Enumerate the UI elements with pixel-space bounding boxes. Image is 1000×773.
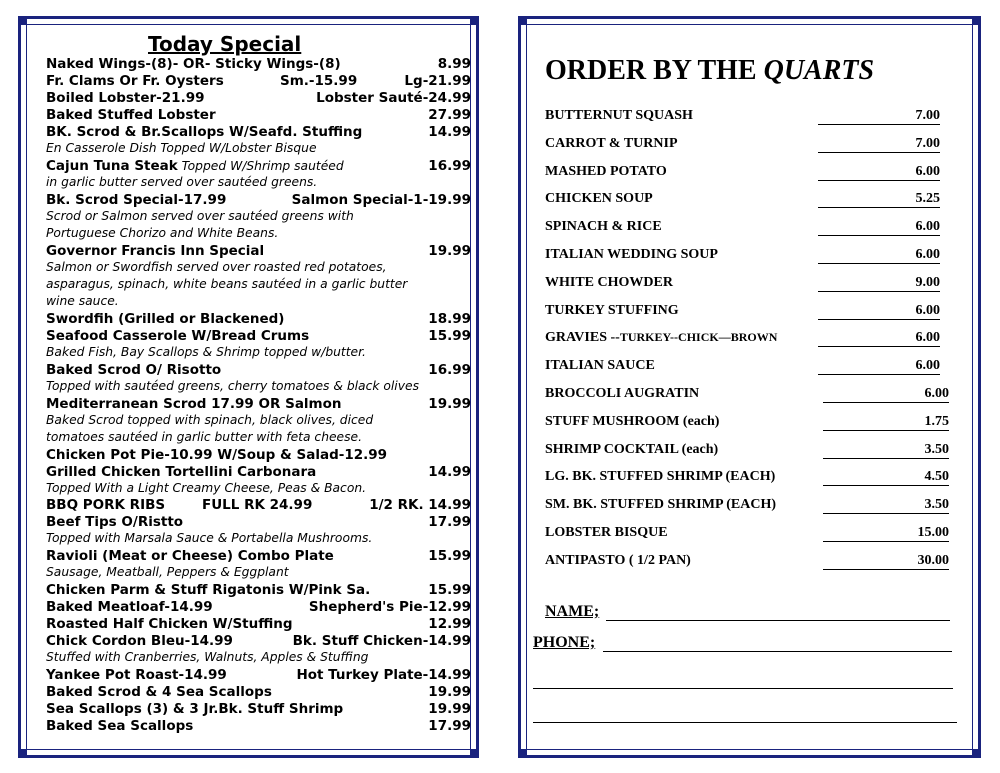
description-text: Baked Fish, Bay Scallops & Shrimp topped w/butter.	[46, 344, 366, 359]
description-text: Scrod or Salmon served over sautéed greens with	[46, 208, 354, 223]
order-item-name: SM. BK. STUFFED SHRIMP (EACH)	[545, 497, 777, 513]
menu-item-name: Chicken Parm & Stuff Rigatonis W/Pink Sa.	[46, 582, 371, 599]
menu-item	[46, 701, 471, 717]
description-text: En Casserole Dish Topped W/Lobster Bisque	[46, 140, 317, 155]
order-item-name: LOBSTER BISQUE	[545, 525, 668, 540]
order-item-price: 3.50	[823, 497, 949, 514]
menu-item-price: Lobster Sauté-24.99	[316, 89, 471, 106]
menu-item-name: Baked Stuffed Lobster	[46, 106, 216, 123]
order-item-price: 1.75	[823, 414, 949, 431]
menu-item-description	[46, 226, 471, 242]
order-item	[545, 525, 955, 543]
order-item-price: 4.50	[823, 469, 949, 486]
order-item-name: SHRIMP COCKTAIL (each)	[545, 441, 719, 457]
menu-item-name: Roasted Half Chicken W/Stuffing	[46, 616, 293, 633]
order-item-name: MASHED POTATO	[545, 163, 667, 179]
corner-ornament	[518, 16, 527, 25]
menu-item	[46, 107, 471, 123]
order-item-name: LG. BK. STUFFED SHRIMP (EACH)	[545, 469, 776, 485]
menu-item-description	[46, 481, 471, 497]
order-item-price: 6.00	[818, 358, 940, 375]
blank-line[interactable]	[533, 688, 953, 689]
order-item-price: 6.00	[818, 330, 940, 347]
order-item	[545, 191, 955, 209]
menu-item-price: 17.99	[428, 514, 471, 531]
menu-item	[46, 667, 471, 683]
menu-item-name: Cajun Tuna Steak Topped W/Shrimp sautéed	[46, 157, 344, 174]
menu-item	[46, 73, 471, 89]
menu-item-price: 15.99	[428, 582, 471, 599]
corner-ornament	[18, 749, 27, 758]
menu-item-name: Baked Meatloaf-14.99	[46, 599, 213, 616]
menu-item-price: Hot Turkey Plate-14.99	[296, 667, 471, 684]
order-item-name: BROCCOLI AUGRATIN	[545, 386, 700, 401]
order-item	[545, 330, 955, 348]
corner-ornament	[470, 749, 479, 758]
menu-item	[46, 56, 471, 72]
menu-item-description	[46, 209, 471, 225]
order-item-name: STUFF MUSHROOM (each)	[545, 413, 720, 429]
description-text: Baked Scrod topped with spinach, black olives, diced	[46, 412, 374, 427]
menu-item-name: Sea Scallops (3) & 3 Jr.Bk. Stuff Shrimp	[46, 701, 344, 718]
menu-item-description	[46, 413, 471, 429]
menu-item-name: Baked Scrod O/ Risotto	[46, 361, 222, 378]
corner-ornament	[470, 16, 479, 25]
order-item-price: 15.00	[823, 525, 949, 542]
description-text: Stuffed with Cranberries, Walnuts, Apples & Stuffing	[46, 650, 369, 665]
order-item-name: CHICKEN SOUP	[545, 191, 653, 207]
menu-item	[46, 311, 471, 327]
menu-item-description	[46, 379, 471, 395]
order-item-name: ANTIPASTO ( 1/2 PAN)	[545, 552, 691, 568]
order-item	[545, 414, 955, 432]
order-item	[545, 553, 955, 571]
blank-line[interactable]	[533, 722, 957, 723]
menu-item	[46, 616, 471, 632]
menu-item-description	[46, 294, 471, 310]
menu-item-price: Lg-21.99	[404, 72, 471, 89]
order-item-name: ITALIAN SAUCE	[545, 358, 655, 374]
menu-item-name: Seafood Casserole W/Bread Crums	[46, 327, 310, 344]
order-title-main: ORDER BY THE	[545, 55, 764, 86]
order-item	[545, 442, 955, 460]
menu-item	[46, 548, 471, 564]
menu-item-description	[46, 345, 471, 361]
order-title	[545, 55, 874, 87]
description-text: asparagus, spinach, white beans sautéed in a garlic butter	[46, 276, 408, 291]
description-text: Portuguese Chorizo and White Beans.	[46, 225, 279, 240]
order-item-name: CARROT & TURNIP	[545, 135, 678, 151]
order-title-italic: QUARTS	[763, 55, 875, 86]
order-item-price: 6.00	[818, 247, 940, 264]
order-item-price: 3.50	[823, 442, 949, 459]
menu-item-description	[46, 175, 471, 191]
menu-item	[46, 718, 471, 734]
menu-item-price: 14.99	[428, 123, 471, 140]
corner-ornament	[972, 16, 981, 25]
order-item-name-detail: TURKEY--CHICK—BROWN	[619, 330, 778, 345]
description-text: in garlic butter served over sautéed greens.	[46, 174, 318, 189]
menu-item-price: 16.99	[428, 157, 471, 174]
order-item-price: 5.25	[818, 191, 940, 208]
menu-item-price: 19.99	[428, 395, 471, 412]
menu-item	[46, 243, 471, 259]
menu-item-name: Mediterranean Scrod 17.99 OR Salmon	[46, 395, 342, 412]
order-item-name: GRAVIES --TURKEY--CHICK—BROWN	[545, 330, 778, 346]
phone-field-line[interactable]	[603, 651, 952, 652]
order-item	[545, 358, 955, 376]
menu-item	[46, 464, 471, 480]
menu-item	[46, 90, 471, 106]
order-item	[545, 247, 955, 265]
menu-item-price: 8.99	[437, 56, 471, 72]
description-text: tomatoes sautéed in garlic butter with feta cheese.	[46, 429, 363, 444]
order-item	[545, 219, 955, 237]
menu-item-price: 27.99	[428, 106, 471, 123]
corner-ornament	[18, 16, 27, 25]
description-text: Salmon or Swordfish served over roasted red potatoes,	[46, 259, 387, 274]
today-special-title: Today Special	[148, 32, 302, 56]
menu-item-price: 17.99	[428, 718, 471, 735]
order-item-price: 9.00	[818, 275, 940, 292]
menu-item-name: Yankee Pot Roast-14.99	[46, 667, 227, 684]
menu-item-mid: FULL RK 24.99	[202, 497, 313, 514]
order-item	[545, 108, 955, 126]
order-item-price: 6.00	[818, 219, 940, 236]
menu-item-price: 19.99	[428, 242, 471, 259]
order-item-price: 6.00	[823, 386, 949, 403]
menu-item-name: Baked Scrod & 4 Sea Scallops	[46, 684, 272, 701]
menu-item-price: 19.99	[428, 701, 471, 718]
menu-item-name: Beef Tips O/Ristto	[46, 514, 184, 531]
corner-ornament	[518, 749, 527, 758]
menu-item	[46, 684, 471, 700]
order-item-price: 7.00	[818, 108, 940, 125]
menu-item	[46, 633, 471, 649]
order-item-price: 6.00	[818, 164, 940, 181]
menu-item-name: Grilled Chicken Tortellini Carbonara	[46, 463, 317, 480]
menu-item	[46, 599, 471, 615]
menu-item-name: Boiled Lobster-21.99	[46, 89, 205, 106]
description-text: wine sauce.	[46, 293, 119, 308]
order-item-name: WHITE CHOWDER	[545, 274, 673, 290]
menu-item-name: Ravioli (Meat or Cheese) Combo Plate	[46, 548, 334, 565]
menu-item-price: Bk. Stuff Chicken-14.99	[292, 633, 471, 650]
menu-item-price: 16.99	[428, 361, 471, 378]
menu-item	[46, 447, 471, 463]
menu-item-name: Baked Sea Scallops	[46, 718, 194, 735]
menu-item-mid: Sm.-15.99	[280, 72, 358, 89]
order-item-name: SPINACH & RICE	[545, 219, 662, 235]
menu-item	[46, 396, 471, 412]
menu-item-name: Governor Francis Inn Special	[46, 242, 265, 259]
name-field-line[interactable]	[606, 620, 950, 621]
menu-item-name: Swordfih (Grilled or Blackened)	[46, 310, 285, 327]
corner-ornament	[972, 749, 981, 758]
menu-item-note: Topped W/Shrimp sautéed	[177, 158, 344, 173]
description-text: Topped With a Light Creamy Cheese, Peas & Bacon.	[46, 480, 367, 495]
menu-item-name: Chick Cordon Bleu-14.99	[46, 633, 233, 650]
order-item-name: BUTTERNUT SQUASH	[545, 108, 693, 123]
menu-item-price: Salmon Special-1-19.99	[291, 191, 471, 208]
menu-item	[46, 328, 471, 344]
order-item	[545, 497, 955, 515]
phone-label: PHONE;	[533, 634, 596, 651]
menu-item	[46, 158, 471, 174]
menu-item-description	[46, 650, 471, 666]
menu-item-name: BBQ PORK RIBS	[46, 497, 166, 514]
order-item	[545, 136, 955, 154]
order-item-price: 6.00	[818, 303, 940, 320]
menu-item-name: Naked Wings-(8)- OR- Sticky Wings-(8)	[46, 56, 341, 72]
menu-item-description	[46, 260, 471, 276]
menu-item-name: Fr. Clams Or Fr. Oysters	[46, 72, 224, 89]
menu-item-price: 19.99	[428, 684, 471, 701]
order-item-price: 30.00	[823, 553, 949, 570]
menu-item-price: 15.99	[428, 327, 471, 344]
menu-item-description	[46, 277, 471, 293]
menu-item	[46, 582, 471, 598]
order-item	[545, 164, 955, 182]
menu-item	[46, 192, 471, 208]
menu-item-price: 15.99	[428, 548, 471, 565]
menu-item-description	[46, 531, 471, 547]
menu-item-price: Shepherd's Pie-12.99	[308, 599, 471, 616]
menu-item-price: 18.99	[428, 310, 471, 327]
menu-item	[46, 497, 471, 513]
description-text: Topped with sautéed greens, cherry tomatoes & black olives	[46, 378, 419, 393]
name-label: NAME;	[545, 603, 600, 620]
menu-item-description	[46, 430, 471, 446]
menu-item-price: 12.99	[428, 616, 471, 633]
menu-item-name: BK. Scrod & Br.Scallops W/Seafd. Stuffing	[46, 123, 363, 140]
description-text: Topped with Marsala Sauce & Portabella Mushrooms.	[46, 531, 373, 546]
order-item-name: ITALIAN WEDDING SOUP	[545, 247, 718, 262]
menu-item-name: Chicken Pot Pie-10.99 W/Soup & Salad-12.99	[46, 446, 388, 463]
order-item	[545, 386, 955, 404]
menu-item-name: Bk. Scrod Special-17.99	[46, 191, 227, 208]
order-item-price: 7.00	[818, 136, 940, 153]
menu-item	[46, 514, 471, 530]
order-item	[545, 469, 955, 487]
menu-item-description	[46, 141, 471, 157]
menu-item	[46, 362, 471, 378]
menu-item-price: 14.99	[428, 463, 471, 480]
order-item	[545, 303, 955, 321]
menu-item-description	[46, 565, 471, 581]
order-item-name: TURKEY STUFFING	[545, 302, 679, 318]
description-text: Sausage, Meatball, Peppers & Eggplant	[46, 565, 289, 580]
menu-item	[46, 124, 471, 140]
order-item	[545, 275, 955, 293]
menu-item-price: 1/2 RK. 14.99	[369, 497, 471, 514]
